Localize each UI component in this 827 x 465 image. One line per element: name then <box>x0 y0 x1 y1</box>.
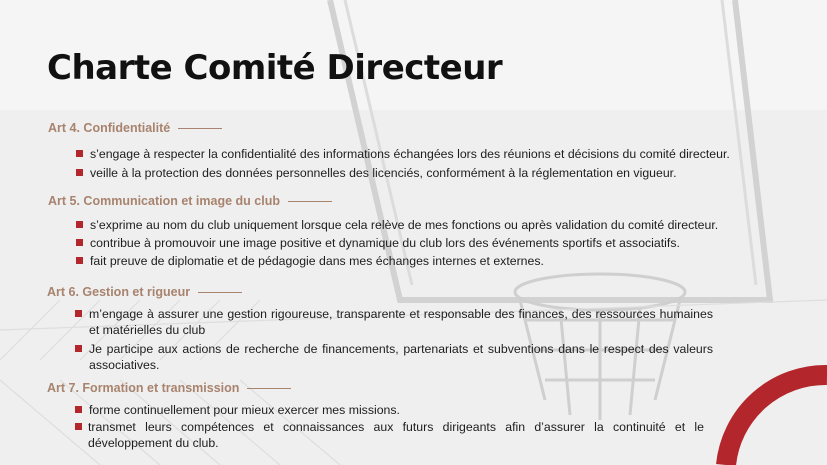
article-6-item-1-text: m’engage à assurer une gestion rigoureuse, transparente et responsable des finances, des ressources humaines et matérielles du club <box>89 307 713 337</box>
article-5-item-2 <box>90 235 680 251</box>
page-title: Charte Comité Directeur <box>47 48 503 88</box>
article-4-heading-text: Art 4. Confidentialité <box>48 121 171 135</box>
heading-rule <box>288 201 332 202</box>
square-bullet-icon <box>76 239 83 246</box>
article-5-heading-text: Art 5. Communication et image du club <box>48 194 280 208</box>
article-7-item-2-text: transmet leurs compétences et connaissances aux futurs dirigeants afin d’assurer la continuité et le développement du club. <box>88 420 704 450</box>
heading-rule <box>198 292 242 293</box>
square-bullet-icon <box>75 345 82 352</box>
heading-rule <box>247 388 291 389</box>
square-bullet-icon <box>75 423 82 430</box>
article-7-item-1 <box>89 402 400 418</box>
article-7-item-2 <box>88 419 704 451</box>
article-7-heading <box>47 381 291 395</box>
article-6-item-2-text: Je participe aux actions de recherche de financements, partenariats et subventions dans le respect des valeurs associatives. <box>89 342 713 372</box>
square-bullet-icon <box>76 257 83 264</box>
article-6-heading-text: Art 6. Gestion et rigueur <box>47 285 191 299</box>
heading-rule <box>178 128 222 129</box>
article-6-item-1 <box>89 306 713 338</box>
article-6-item-2 <box>89 341 713 373</box>
article-5-item-1 <box>90 217 718 233</box>
article-6-heading <box>47 285 242 299</box>
article-5-item-2-text: contribue à promouvoir une image positive et dynamique du club lors des événements sportifs et associatifs. <box>90 236 680 250</box>
square-bullet-icon <box>76 150 83 157</box>
square-bullet-icon <box>75 406 82 413</box>
article-5-item-3 <box>90 253 544 269</box>
square-bullet-icon <box>76 169 83 176</box>
article-5-heading <box>48 194 332 208</box>
article-5-item-3-text: fait preuve de diplomatie et de pédagogie dans mes échanges internes et externes. <box>90 254 544 268</box>
article-4-item-1-text: s’engage à respecter la confidentialité des informations échangées lors des réunions et décisions du comité directeur. <box>90 147 730 161</box>
article-4-item-2-text: veille à la protection des données personnelles des licenciés, conformément à la réglementation en vigueur. <box>90 166 677 180</box>
article-7-item-1-text: forme continuellement pour mieux exercer mes missions. <box>89 403 400 417</box>
square-bullet-icon <box>76 221 83 228</box>
article-7-heading-text: Art 7. Formation et transmission <box>47 381 240 395</box>
article-4-item-2 <box>90 165 677 181</box>
article-4-item-1 <box>90 146 730 162</box>
square-bullet-icon <box>75 310 82 317</box>
article-5-item-1-text: s’exprime au nom du club uniquement lorsque cela relève de mes fonctions ou après validation du comité directeur. <box>90 218 719 232</box>
article-4-heading <box>48 121 222 135</box>
